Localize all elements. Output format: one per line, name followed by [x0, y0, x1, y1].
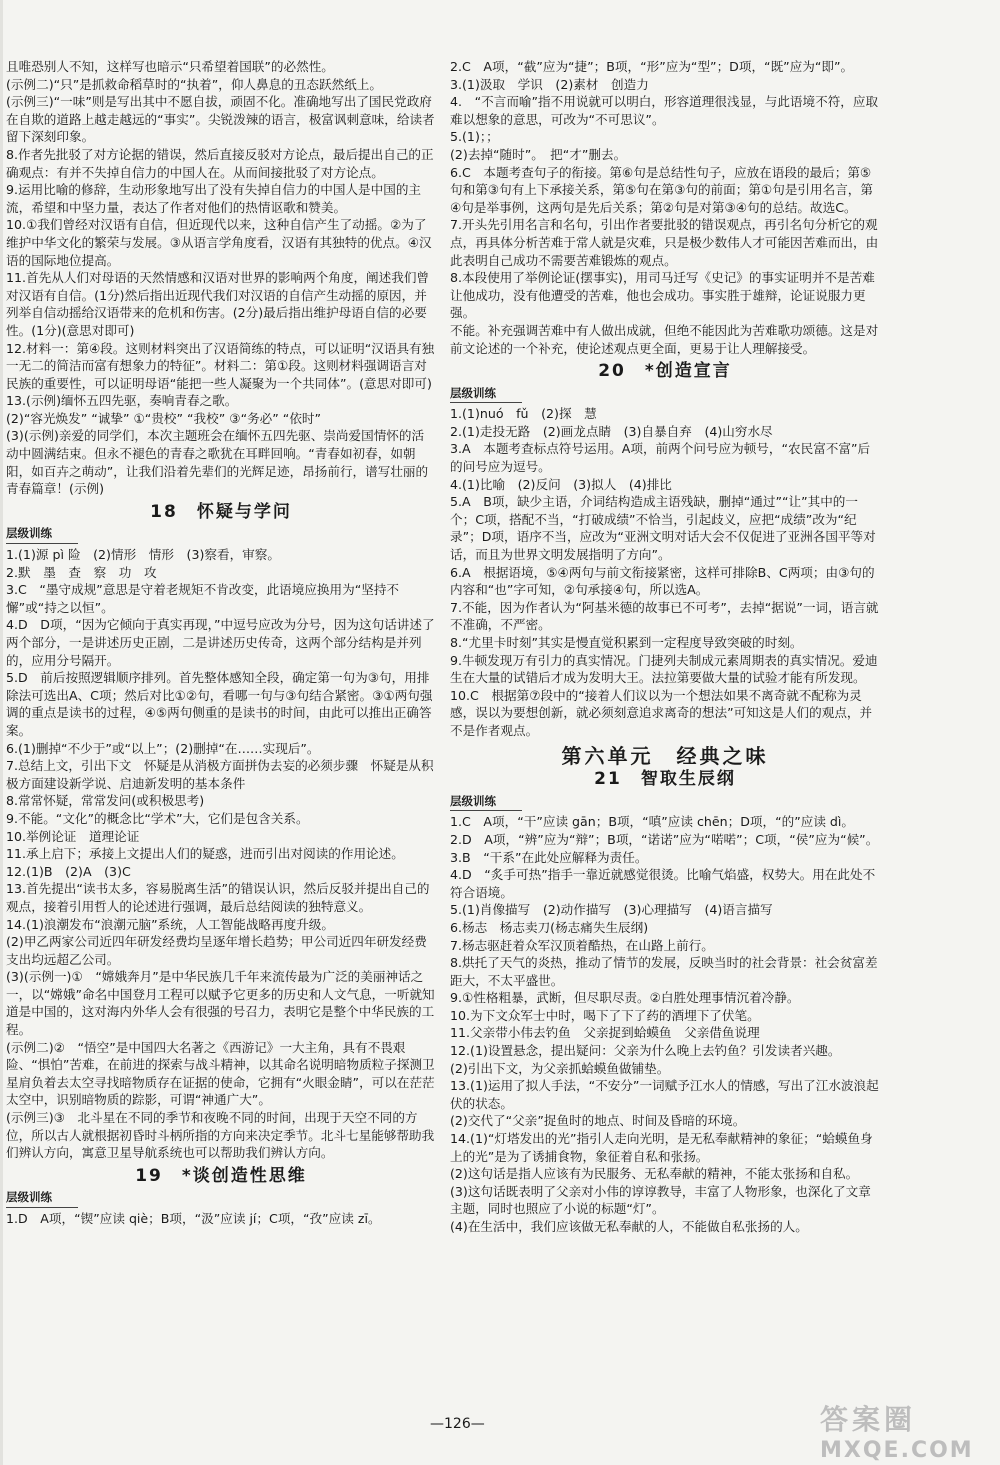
answer-paragraph: 14.(1)浪潮发布“浪潮元脑”系统，人工智能战略再度升级。 — [6, 916, 334, 932]
watermark-line2: MXQE.COM — [820, 1438, 974, 1463]
answer-paragraph: 1.C A项，“干”应读 gān；B项，“嗔”应读 chēn；D项，“的”应读 dì。 — [450, 814, 855, 830]
answer-paragraph: 12.(1)B (2)A (3)C — [6, 863, 131, 879]
lesson-heading: 19 *谈创造性思维 — [135, 1165, 307, 1186]
watermark-logo — [820, 1398, 996, 1463]
lesson-heading: 18 怀疑与学问 — [150, 501, 292, 522]
lesson-heading: 20 *创造宣言 — [598, 361, 732, 382]
section-label: 层级训练 — [6, 1189, 78, 1208]
answer-paragraph: 7.不能，因为作者认为“阿基米德的故事已不可考”，去掉“据说”一词，语言就不准确，不严密。 — [450, 599, 879, 633]
answer-paragraph: (2)交代了“父亲”捉鱼时的地点、时间及昏暗的环境。 — [450, 1113, 746, 1129]
answer-paragraph: 6.杨志 杨志卖刀(杨志痛失生辰纲) — [450, 919, 649, 935]
answer-paragraph: (示例二)② “悟空”是中国四大名著之《西游记》一大主角，具有不畏艰险、“惧怕”苦难，在前进的探索与战斗精神，以其命名说明暗物质粒子探测卫星肩负着去太空寻找暗物质存在证据的使命，它拥有“火眼金睛”，可以在茫茫太空中，识别暗物质的踪影，可谓“神通广大”。 — [6, 1039, 435, 1108]
answer-paragraph: 4. “不言而喻”指不用说就可以明白，形容道理很浅显，与此语境不符，应取难以想象的意思，可改为“不可思议”。 — [450, 94, 879, 127]
answer-paragraph: 13.(示例)缅怀五四先驱，奏响青春之歌。 — [6, 393, 238, 409]
answer-paragraph: (2)这句话是指人应该有为民服务、无私奉献的精神，不能太张扬和自私。 — [450, 1166, 859, 1182]
answer-paragraph: 6.C 本题考查句子的衔接。第⑥句是总结性句子，应放在语段的最后；第⑤句和第③句有上下承接关系，第⑤句在第③句的前面；第①句是引用名言，第④句是举事例，这两句是先后关系；第②句是对第③④句的总结。故选C。 — [450, 164, 873, 215]
answer-paragraph: 6.(1)删掉“不少于”或“以上”；(2)删掉“在……实现后”。 — [6, 740, 320, 756]
answer-paragraph: 3.A 本题考查标点符号运用。A项，前两个问号应为顿号，“农民富不富”后的问号应为逗号。 — [450, 441, 871, 475]
answer-paragraph: (示例三)③ 北斗星在不同的季节和夜晚不同的时间，出现于天空不同的方位，所以古人就根据初昏时斗柄所指的方向来决定季节。北斗七星能够帮助我们辨认方向，寓意卫星导航系统也可以帮助我们辨认方向。 — [6, 1110, 435, 1161]
answer-paragraph: 2.D A项，“辨”应为“辩”；B项，“诺诺”应为“喏喏”；C项，“侯”应为“候”。 — [450, 831, 879, 847]
watermark-line1: 答案圈 — [820, 1403, 917, 1436]
section-label: 层级训练 — [450, 385, 522, 404]
answer-paragraph: 2.(1)走投无路 (2)画龙点睛 (3)自暴自弃 (4)山穷水尽 — [450, 423, 773, 439]
answer-paragraph: 10.为下文众军士中时，喝下了下了药的酒埋下了伏笔。 — [450, 1007, 760, 1023]
answer-paragraph: (3)(示例一)① “嫦娥奔月”是中华民族几千年来流传最为广泛的美丽神话之一，以“嫦娥”命名中国登月工程可以赋予它更多的历史和人文气息，一听就知道是中国的，这对海内外华人会有很强的号召力，表明它是整个中华民族的工程。 — [6, 969, 435, 1038]
answer-paragraph: 4.D D项，“因为它倾向于真实再现，”中逗号应改为分号，因为这句话讲述了两个部分，一是讲述历史正剧，二是讲述历史传奇，这两个部分结构是并列的，应用分号隔开。 — [6, 617, 435, 668]
answer-paragraph: 5.(1)肖像描写 (2)动作描写 (3)心理描写 (4)语言描写 — [450, 902, 773, 918]
answer-paragraph: 3.(1)汲取 学识 (2)素材 创造力 — [450, 76, 649, 92]
lesson-heading: 21 智取生辰纲 — [594, 769, 736, 790]
answer-paragraph: 11.承上启下；承接上文提出人们的疑惑，进而引出对阅读的作用论述。 — [6, 846, 404, 862]
answer-paragraph: 13.首先提出“读书太多，容易脱离生活”的错误认识，然后反驳并提出自己的观点，接着引用哲人的论述进行强调，最后总结阅读的独特意义。 — [6, 881, 430, 914]
answer-paragraph: 12.(1)设置悬念，提出疑问：父亲为什么晚上去钓鱼？引发读者兴趣。 — [450, 1043, 841, 1059]
answer-paragraph: 9.①性格粗暴，武断，但尽职尽责。②白胜处理事情沉着冷静。 — [450, 990, 800, 1006]
answer-paragraph: 5.D 前后按照逻辑顺序排列。首先整体感知全段，确定第一句为③句，用排除法可选出A、C项；然后对比①②句，看哪一句与③句结合紧密。③①两句强调的重点是读书的过程，④⑤两句侧重的是读书的时间，由此可以推出正确答案。 — [6, 670, 433, 738]
answer-paragraph: 10.①我们曾经对汉语有自信，但近现代以来，这种自信产生了动摇。②为了维护中华文化的繁荣与发展。③从语言学角度看，汉语有其独特的优点。④汉语的国际地位提高。 — [6, 217, 432, 268]
answer-paragraph: 2.默 墨 查 察 功 攻 — [6, 564, 157, 580]
answer-paragraph: 8.本段使用了举例论证(摆事实)，用司马迁写《史记》的事实证明并不是苦难让他成功，没有他遭受的苦难，他也会成功。事实胜于雄辩，论证说服力更强。 — [450, 270, 875, 321]
answer-paragraph: 9.牛顿发现万有引力的真实情况。门捷列夫制成元素周期表的真实情况。爱迪生在大量的试错后才成为发明大王。法拉第要做大量的试验才能有所发现。 — [450, 652, 878, 686]
answer-paragraph: 14.(1)“灯塔发出的光”指引人走向光明，是无私奉献精神的象征；“蛤蟆鱼身上的光”是为了诱捕食物，象征着自私和张扬。 — [450, 1131, 873, 1164]
page-edge — [0, 0, 3, 1465]
answer-paragraph: 10.C 根据第⑦段中的“接着人们议以为一个想法如果不离奇就不配称为灵感，误以为要想创新，就必须刻意追求离奇的想法”可知这是人们的观点，并不是作者观点。 — [450, 687, 873, 738]
answer-paragraph: 5.(1)；； — [450, 129, 499, 145]
answer-paragraph: (2)甲乙两家公司近四年研发经费均呈逐年增长趋势；甲公司近四年研发经费支出均远超乙公司。 — [6, 934, 427, 967]
answer-paragraph: 4.D “炙手可热”指手一靠近就感觉很烫。比喻气焰盛，权势大。用在此处不符合语境。 — [450, 867, 876, 900]
answer-paragraph: 8.作者先批驳了对方论据的错误，然后直接反驳对方论点，最后提出自己的正确观点：有并不失掉自信力的中国人在。从而间接批驳了对方论点。 — [6, 146, 434, 180]
answer-paragraph: 7.杨志驱赶着众军汉顶着酷热，在山路上前行。 — [450, 937, 714, 953]
answer-paragraph: 1.D A项，“锲”应读 qiè；B项，“汲”应读 jí；C项，“孜”应读 zī。 — [6, 1211, 381, 1226]
answer-paragraph: 不能。补充强调苦难中有人做出成就，但绝不能因此为苦难歌功颂德。这是对前文论述的一个补充，使论述观点更全面，更易于让人理解接受。 — [450, 322, 879, 356]
answer-paragraph: (4)在生活中，我们应该做无私奉献的人，不能做自私张扬的人。 — [450, 1219, 808, 1234]
answer-paragraph: 10.举例论证 道理论证 — [6, 828, 140, 844]
page-number: —126— — [430, 1416, 485, 1432]
right-column — [450, 58, 880, 1236]
answer-paragraph: 9.不能。“文化”的概念比“学术”大，它们是包含关系。 — [6, 810, 309, 826]
answer-paragraph: 3.B “干系”在此处应解释为责任。 — [450, 849, 648, 865]
answer-paragraph: (3)(示例)亲爱的同学们，本次主题班会在缅怀五四先驱、崇尚爱国情怀的活动中圆满结束。但永不褪色的青春之歌犹在耳畔回响。“青春如初春，如朝阳，如百卉之萌动”，让我们沿着先辈们的光辉足迹，昂扬前行，谱写壮丽的青春篇章！(示例) — [6, 428, 429, 497]
answer-paragraph: 9.运用比喻的修辞，生动形象地写出了没有失掉自信力的中国人是中国的主流，希望和中坚力量，表达了作者对他们的热情讴歌和赞美。 — [6, 182, 422, 215]
answer-paragraph: (2)去掉“随时”。 把“才”删去。 — [450, 146, 627, 162]
answer-paragraph: 11.父亲带小伟去钓鱼 父亲捉到蛤蟆鱼 父亲借鱼说理 — [450, 1025, 760, 1041]
answer-paragraph: (示例三)“一味”则是写出其中不愿自拔，顽固不化。准确地写出了国民党政府在自欺的道路上越走越远的“事实”。尖锐泼辣的语言，极富讽刺意味，给读者留下深刻印象。 — [6, 94, 435, 145]
answer-paragraph: 13.(1)运用了拟人手法，“不安分”一词赋予江水人的情感，写出了江水波浪起伏的状态。 — [450, 1078, 879, 1111]
answer-paragraph: 3.C “墨守成规”意思是守着老规矩不肯改变，此语境应换用为“坚持不懈”或“持之以恒”。 — [6, 582, 400, 615]
answer-paragraph: (2)“容光焕发” “诚挚” ①“贵校” “我校” ③“务必” “依时” — [6, 410, 322, 426]
answer-paragraph: 6.A 根据语境，⑤④两句与前文衔接紧密，这样可排除B、C两项；由③句的内容和“也”字可知，②句承接④句，所以选A。 — [450, 564, 875, 598]
answer-paragraph: 5.A B项，缺少主语，介词结构造成主语残缺，删掉“通过”“让”其中的一个；C项，搭配不当，“打破成绩”不恰当，引起歧义，应把“成绩”改为“纪录”；D项，语序不当，应改为“亚洲文明对话大会不仅促进了亚洲各国平等对话，而且为世界文明发展指明了方向”。 — [450, 494, 876, 563]
answer-paragraph: 1.(1)源 pì 险 (2)情形 情形 (3)察看，审察。 — [6, 547, 280, 563]
answer-paragraph: 8.常常怀疑，常常发问(或积极思考) — [6, 793, 205, 809]
left-column — [6, 58, 436, 1228]
unit-heading: 第六单元 经典之味 — [561, 743, 769, 768]
answer-paragraph: (2)引出下文，为父亲抓蛤蟆鱼做铺垫。 — [450, 1060, 670, 1076]
answer-paragraph: 1.(1)nuó fǔ (2)探 慧 — [450, 406, 597, 422]
answer-paragraph: 且唯恐别人不知，这样写也暗示“只希望着国联”的必然性。 — [6, 59, 334, 74]
answer-paragraph: 4.(1)比喻 (2)反问 (3)拟人 (4)排比 — [450, 476, 672, 492]
answer-paragraph: 8.烘托了天气的炎热，推动了情节的发展，反映当时的社会背景：社会贫富差距大，不太平盛世。 — [450, 955, 878, 988]
answer-paragraph: 8.“尤里卡时刻”其实是慢直觉积累到一定程度导致突破的时刻。 — [450, 635, 803, 650]
answer-paragraph: 11.首先从人们对母语的天然情感和汉语对世界的影响两个角度，阐述我们曾对汉语有自信。(1分)然后指出近现代我们对汉语的自信产生动摇的原因，并列举自信动摇给汉语带来的危机和伤害。(2分)最后指出维护母语自信的必要性。(1分)(意思对即可) — [6, 270, 430, 338]
answer-paragraph: 12.材料一：第④段。这则材料突出了汉语简练的特点，可以证明“汉语具有独一无二的简洁而富有想象力的特征”。材料二：第①段。这则材料强调语言对民族的重要性，可以证明母语“能把一些人凝聚为一个共同体”。(意思对即可) — [6, 340, 435, 391]
section-label: 层级训练 — [6, 525, 78, 544]
answer-paragraph: 2.C A项，“截”应为“捷”；B项，“形”应为“型”；D项，“既”应为“即”。 — [450, 59, 854, 74]
answer-paragraph: 7.总结上文，引出下文 怀疑是从消极方面拼伪去妄的必须步骤 怀疑是从积极方面建设新学说、启迪新发明的基本条件 — [6, 758, 434, 791]
answer-paragraph: (示例二)“只”是抓救命稻草时的“执着”，仰人鼻息的丑态跃然纸上。 — [6, 76, 382, 92]
section-label: 层级训练 — [450, 793, 522, 812]
answer-paragraph: 7.开头先引用名言和名句，引出作者要批驳的错误观点，再引名句分析它的观点，再具体分析苦难于常人就是灾难，只是极少数伟人才可能因苦难而出，由此表明自己成功不需要苦难锻炼的观点。 — [450, 217, 879, 268]
answer-paragraph: (3)这句话既表明了父亲对小伟的谆谆教导，丰富了人物形象，也深化了文章主题，同时也照应了小说的标题“灯”。 — [450, 1183, 871, 1217]
